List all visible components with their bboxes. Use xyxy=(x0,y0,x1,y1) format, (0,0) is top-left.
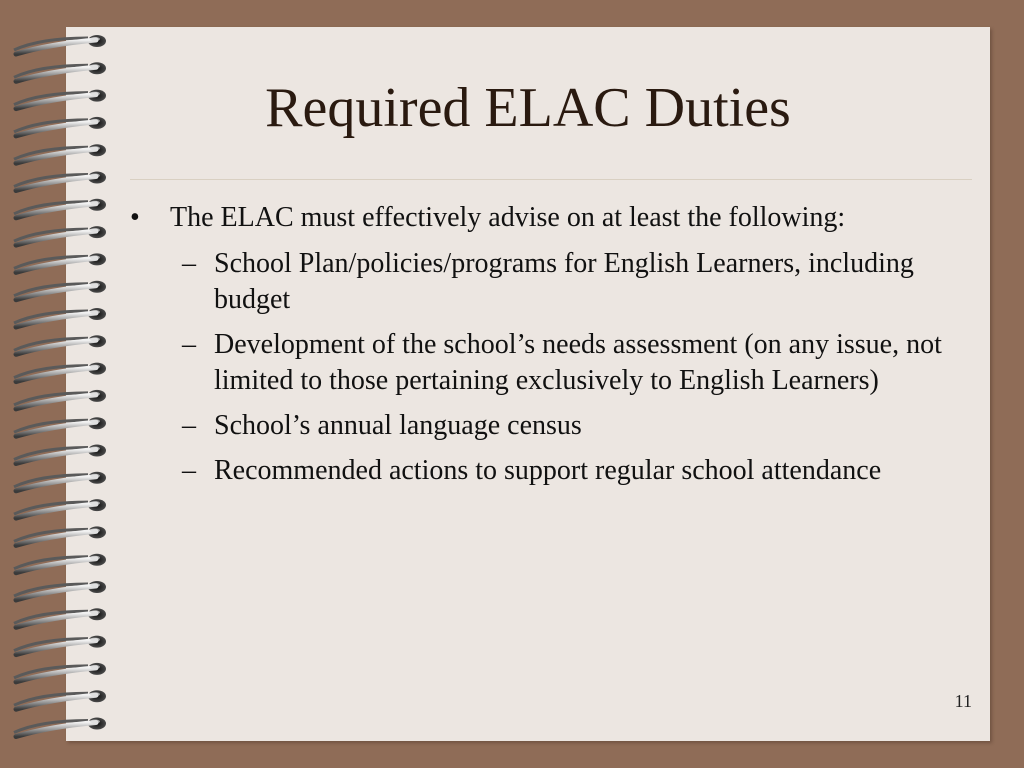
slide-title: Required ELAC Duties xyxy=(265,77,791,139)
spiral-coil xyxy=(14,499,106,518)
spiral-coil xyxy=(14,554,106,573)
spiral-coil xyxy=(14,526,106,545)
sub-bullet-text: Recommended actions to support regular school attendance xyxy=(214,455,882,486)
spiral-coil xyxy=(14,718,106,737)
spiral-coil xyxy=(14,608,106,627)
title-divider xyxy=(130,179,972,180)
sub-bullet-item xyxy=(130,246,950,318)
sub-bullet-text: Development of the school’s needs assessment (on any issue, not limited to those pertaining exclusively to English Learners) xyxy=(214,329,942,396)
spiral-coil xyxy=(14,663,106,682)
spiral-coil xyxy=(14,308,106,327)
spiral-coil xyxy=(14,363,106,382)
spiral-coil xyxy=(14,226,106,245)
main-bullet xyxy=(130,200,950,236)
dash-marker: – xyxy=(182,410,196,441)
spiral-coil xyxy=(14,690,106,709)
spiral-coil xyxy=(14,445,106,464)
spiral-coil xyxy=(14,253,106,272)
spiral-coil xyxy=(14,335,106,354)
spiral-coil xyxy=(14,417,106,436)
spiral-coil xyxy=(14,35,106,54)
spiral-coil xyxy=(14,390,106,409)
sub-bullet-item xyxy=(130,327,950,399)
spiral-coil xyxy=(14,199,106,218)
dash-marker: – xyxy=(182,248,196,279)
sub-bullet-text: School’s annual language census xyxy=(214,410,582,441)
slide-body xyxy=(130,200,950,498)
spiral-coil xyxy=(14,172,106,191)
sub-bullet-item xyxy=(130,453,950,489)
sub-bullet-list xyxy=(130,246,950,489)
dash-marker: – xyxy=(182,455,196,486)
main-bullet-text: The ELAC must effectively advise on at least the following: xyxy=(170,202,846,233)
spiral-coil xyxy=(14,581,106,600)
spiral-coil xyxy=(14,281,106,300)
sub-bullet-item xyxy=(130,408,950,444)
spiral-coil xyxy=(14,472,106,491)
bullet-marker: • xyxy=(130,202,140,233)
dash-marker: – xyxy=(182,329,196,360)
page-number: 11 xyxy=(954,691,972,711)
spiral-coil xyxy=(14,636,106,655)
spiral-coil xyxy=(14,144,106,163)
sub-bullet-text: School Plan/policies/programs for English Learners, including budget xyxy=(214,248,914,315)
